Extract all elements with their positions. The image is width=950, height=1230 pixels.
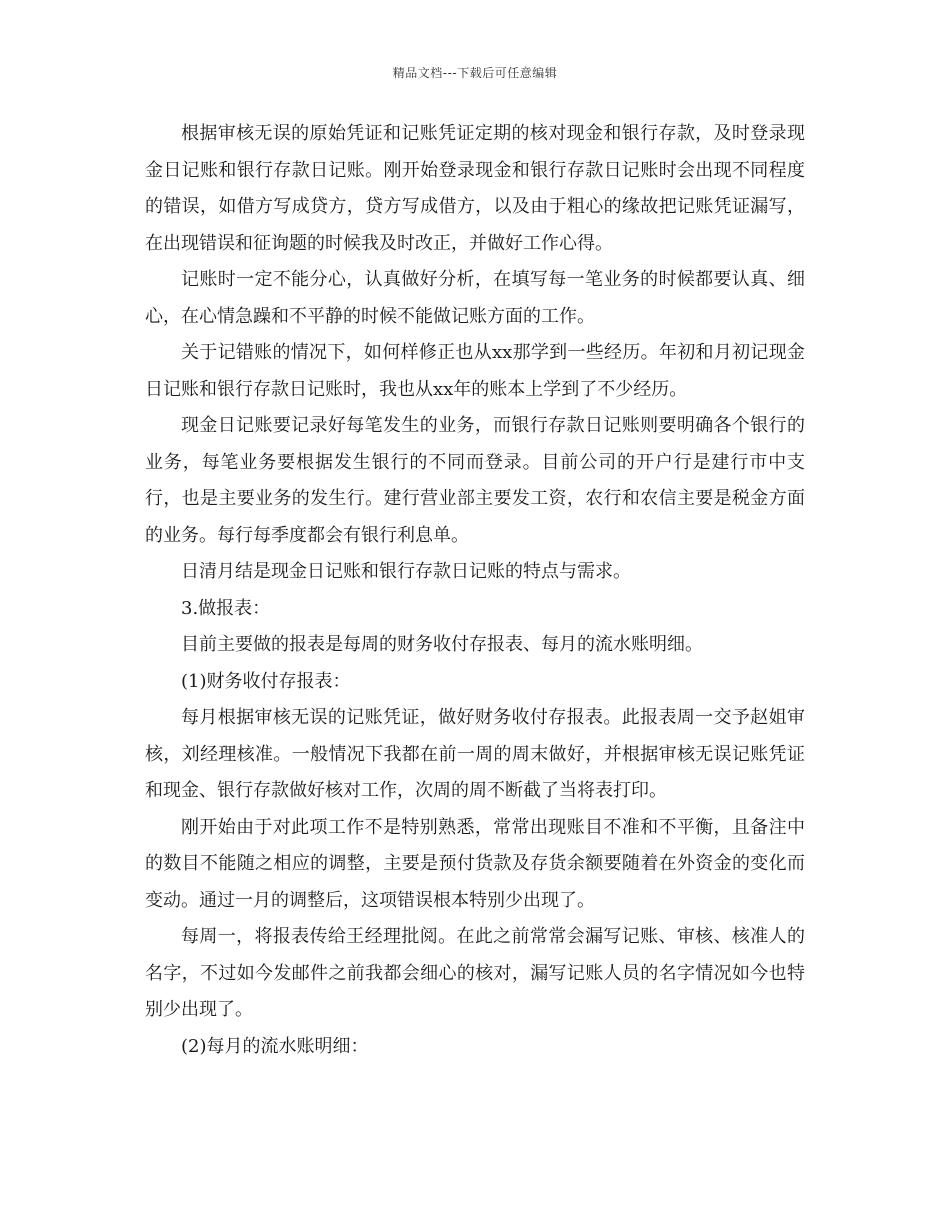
paragraph-initial-difficulty: 刚开始由于对此项工作不是特别熟悉，常常出现账目不准和不平衡，且备注中的数目不能随之相应的调整，主要是预付货款及存货余额要随着在外资金的变化而变动。通过一月的调整后，这项错误根本特别少出现了。	[145, 816, 805, 911]
section-heading-reports: 3.做报表：	[181, 597, 271, 619]
paragraph-cash-journal: 根据审核无误的原始凭证和记账凭证定期的核对现金和银行存款，及时登录现金日记账和银行存款日记账。刚开始登录现金和银行存款日记账时会出现不同程度的错误，如借方写成贷方，贷方写成借方，以及由于粗心的缘故把记账凭证漏写，在出现错误和征询题的时候我及时改正，并做好工作心得。	[145, 123, 805, 254]
document-body	[145, 116, 805, 1065]
paragraph-weekly-review: 每周一，将报表传给王经理批阅。在此之前常常会漏写记账、审核、核准人的名字，不过如今发邮件之前我都会细心的核对，漏写记账人员的名字情况如今也特别少出现了。	[145, 926, 805, 1020]
paragraph-bank-business: 现金日记账要记录好每笔发生的业务，而银行存款日记账则要明确各个银行的业务，每笔业务要根据发生银行的不同而登录。目前公司的开户行是建行市中支行，也是主要业务的发生行。建行营业部主要发工资，农行和农信主要是税金方面的业务。每行每季度都会有银行利息单。	[145, 415, 805, 546]
subheading-monthly-ledger: (2)每月的流水账明细：	[181, 1035, 369, 1057]
page-header: 精品文档---下载后可任意编辑	[392, 66, 558, 80]
paragraph-daily-settlement: 日清月结是现金日记账和银行存款日记账的特点与需求。	[181, 561, 631, 582]
paragraph-receipts-report: 每月根据审核无误的记账凭证，做好财务收付存报表。此报表周一交予赵姐审核，刘经理核准。一般情况下我都在前一周的周末做好，并根据审核无误记账凭证和现金、银行存款做好核对工作，次周的周不断截了当将表打印。	[145, 707, 805, 801]
paragraph-error-correction: 关于记错账的情况下，如何样修正也从xx那学到一些经历。年初和月初记现金日记账和银行存款日记账时，我也从xx年的账本上学到了不少经历。	[145, 342, 805, 400]
subheading-receipts-report: (1)财务收付存报表：	[181, 670, 351, 692]
paragraph-focus: 记账时一定不能分心，认真做好分析，在填写每一笔业务的时候都要认真、细心，在心情急躁和不平静的时候不能做记账方面的工作。	[145, 269, 805, 327]
paragraph-reports-overview: 目前主要做的报表是每周的财务收付存报表、每月的流水账明细。	[181, 634, 703, 655]
